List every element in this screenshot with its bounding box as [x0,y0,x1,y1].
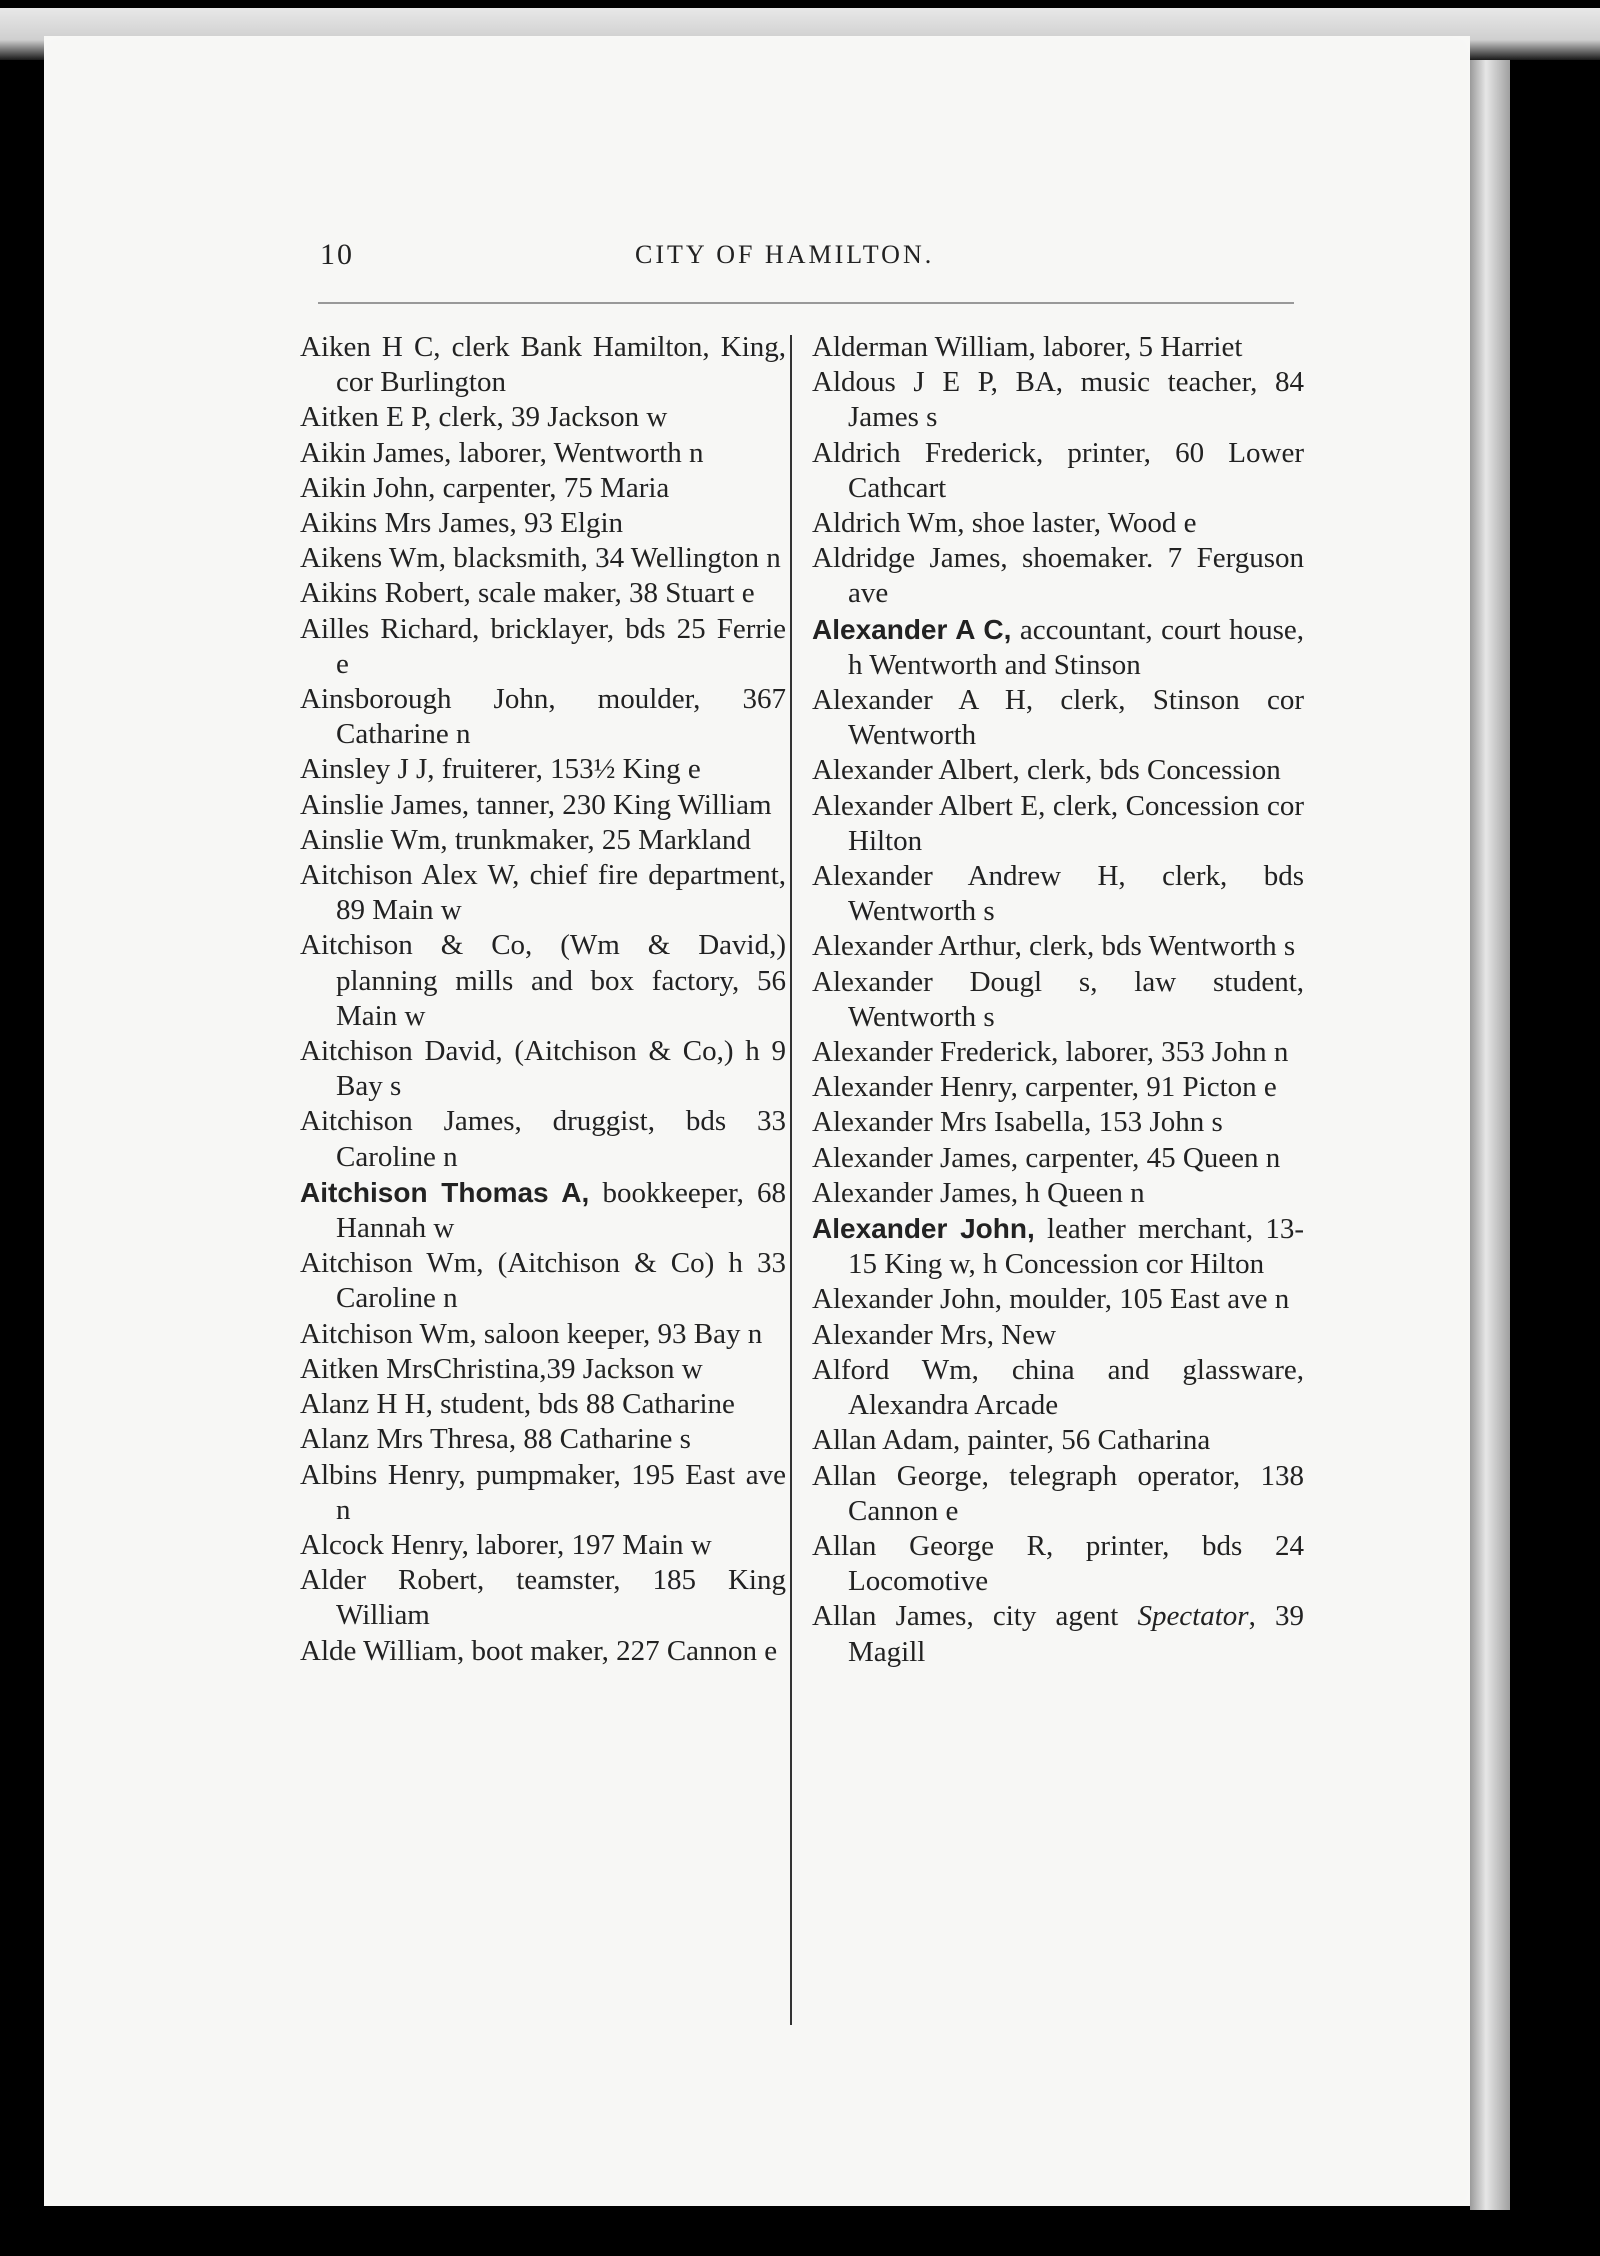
entry-text: Ainslie James, tanner, 230 King William [300,788,772,821]
directory-entry [300,1246,786,1316]
directory-entry [300,1034,786,1104]
directory-entry [300,788,786,823]
directory-entry [300,1458,786,1528]
entry-text: Aiken H C, clerk Bank Hamilton, King, cor Burlington [300,331,786,399]
directory-entry [812,1070,1304,1105]
directory-entry [300,400,786,435]
entry-text: Aitchison David, (Aitchison & Co,) h 9 Bay s [300,1035,786,1103]
directory-entry [812,1105,1304,1140]
directory-entry [812,1211,1304,1282]
entry-text: Allan James, city agent [812,1600,1138,1633]
directory-entry [300,1175,786,1246]
entry-text: Alanz H H, student, bds 88 Catharine [300,1388,735,1421]
entry-text: Alexander John, moulder, 105 East ave n [812,1283,1290,1316]
entry-text: Alexander Andrew H, clerk, bds Wentworth s [812,860,1304,928]
entry-text: Alexander Albert E, clerk, Concession cor Hilton [812,789,1304,857]
directory-entry [300,436,786,471]
entry-text: Ainsley J J, fruiterer, 153½ King e [300,753,701,786]
entry-text: Alexander Albert, clerk, bds Concession [812,754,1281,787]
entry-text: Aikin James, laborer, Wentworth n [300,436,704,469]
entry-text: Alexander Mrs, New [812,1318,1057,1351]
directory-entry [300,1387,786,1422]
directory-entry [812,506,1304,541]
entry-text: Alcock Henry, laborer, 197 Main w [300,1528,712,1561]
directory-entry [812,1176,1304,1211]
directory-entry [300,541,786,576]
directory-entry [812,365,1304,435]
entry-name-bold: Aitchison Thomas A, [300,1176,590,1208]
directory-entry [300,928,786,1034]
directory-entry [300,576,786,611]
entry-text: Aikin John, carpenter, 75 Maria [300,471,670,504]
directory-entry [812,1318,1304,1353]
directory-entry [300,823,786,858]
entry-text: Alexander Arthur, clerk, bds Wentworth s [812,930,1296,963]
entry-text: Aikins Robert, scale maker, 38 Stuart e [300,577,755,610]
entry-text: Alexander Frederick, laborer, 353 John n [812,1036,1289,1069]
directory-entry [300,506,786,541]
column-divider [790,335,792,2025]
right-column [812,330,1304,1670]
entry-text: Ainsborough John, moulder, 367 Catharine n [300,683,786,751]
entry-italic: Spectator [1137,1600,1249,1633]
entry-text: Aitken MrsChristina,39 Jackson w [300,1352,703,1385]
entry-text: Aitchison & Co, (Wm & David,) planning mills and box factory, 56 Main w [300,929,786,1032]
entry-text: Alder Robert, teamster, 185 King William [300,1564,786,1632]
entry-text: Alexander James, carpenter, 45 Queen n [812,1141,1281,1174]
directory-entry [300,471,786,506]
directory-entry [300,858,786,928]
entry-text: Alexander Henry, carpenter, 91 Picton e [812,1071,1277,1104]
directory-entry [300,1352,786,1387]
directory-entry [300,1104,786,1174]
directory-entry [812,1282,1304,1317]
entry-text: Aitchison James, druggist, bds 33 Caroline n [300,1105,786,1173]
entry-text: Aikins Mrs James, 93 Elgin [300,507,624,540]
directory-entry [812,436,1304,506]
directory-entry [812,859,1304,929]
directory-entry [812,753,1304,788]
directory-entry [812,929,1304,964]
entry-text: Alexander Mrs Isabella, 153 John s [812,1106,1223,1139]
entry-text: Allan George R, printer, bds 24 Locomotive [812,1529,1304,1598]
directory-entry [300,1563,786,1633]
directory-entry [812,1141,1304,1176]
entry-text: accountant, court house, h Wentworth and Stinson [848,613,1305,681]
directory-entry [812,330,1304,365]
entry-text: Albins Henry, pumpmaker, 195 East ave n [300,1458,786,1526]
page-edge [1470,60,1510,2210]
directory-entry [812,1529,1304,1599]
entry-text: Aldrich Frederick, printer, 60 Lower Cathcart [812,436,1304,504]
directory-entry [812,612,1304,683]
directory-entry [300,752,786,787]
directory-entry [812,1353,1304,1423]
entry-text: bookkeeper, 68 Hannah w [336,1176,786,1245]
directory-entry [812,965,1304,1035]
entry-text: Alde William, boot maker, 227 Cannon e [300,1634,778,1667]
directory-entry [300,1634,786,1669]
entry-text: Aldrich Wm, shoe laster, Wood e [812,507,1197,540]
entry-name-bold: Alexander John, [812,1213,1035,1245]
entry-text: Aitchison Wm, saloon keeper, 93 Bay n [300,1317,763,1350]
entry-text: Alderman William, laborer, 5 Harriet [812,331,1243,363]
page-header [320,238,1000,278]
directory-entry [300,1528,786,1563]
left-column [300,330,786,1669]
entry-text: Aikens Wm, blacksmith, 34 Wellington n [300,542,781,575]
entry-text: Aitken E P, clerk, 39 Jackson w [300,401,668,434]
directory-entry [812,1599,1304,1669]
entry-text: Aitchison Wm, (Aitchison & Co) h 33 Caroline n [300,1247,786,1315]
entry-text: Alexander Dougl s, law student, Wentworth s [812,965,1304,1033]
entry-text: Allan Adam, painter, 56 Catharina [812,1424,1211,1457]
entry-text: Alexander James, h Queen n [812,1176,1145,1209]
page-number: 10 [320,238,354,271]
directory-entry [300,330,786,400]
entry-text: Aitchison Alex W, chief fire department, 89 Main w [300,859,786,927]
directory-entry [300,1317,786,1352]
entry-text: Alanz Mrs Thresa, 88 Catharine s [300,1423,691,1456]
directory-entry [300,682,786,752]
directory-entry [812,541,1304,611]
directory-entry [300,612,786,682]
entry-name-bold: Alexander A C, [812,613,1012,645]
entry-text: leather merchant, 13-15 King w, h Concession cor Hilton [848,1213,1304,1281]
entry-text: Ailles Richard, bricklayer, bds 25 Ferrie e [300,612,786,680]
directory-entry [812,1423,1304,1458]
entry-text: Aldous J E P, BA, music teacher, 84 James s [812,366,1304,434]
entry-text: Ainslie Wm, trunkmaker, 25 Markland [300,823,751,856]
header-rule [318,302,1294,304]
directory-entry [812,1459,1304,1529]
directory-entry [300,1422,786,1457]
entry-text: Alexander A H, clerk, Stinson cor Wentworth [812,684,1304,752]
directory-entry [812,789,1304,859]
entry-text: Allan George, telegraph operator, 138 Cannon e [812,1459,1304,1527]
directory-entry [812,683,1304,753]
directory-entry [812,1035,1304,1070]
entry-text: Aldridge James, shoemaker. 7 Ferguson ave [812,542,1304,610]
entry-text: Alford Wm, china and glassware, Alexandra Arcade [812,1353,1304,1422]
entry-text-after: , 39 Magill [848,1600,1304,1668]
running-head: CITY OF HAMILTON. [635,240,935,269]
